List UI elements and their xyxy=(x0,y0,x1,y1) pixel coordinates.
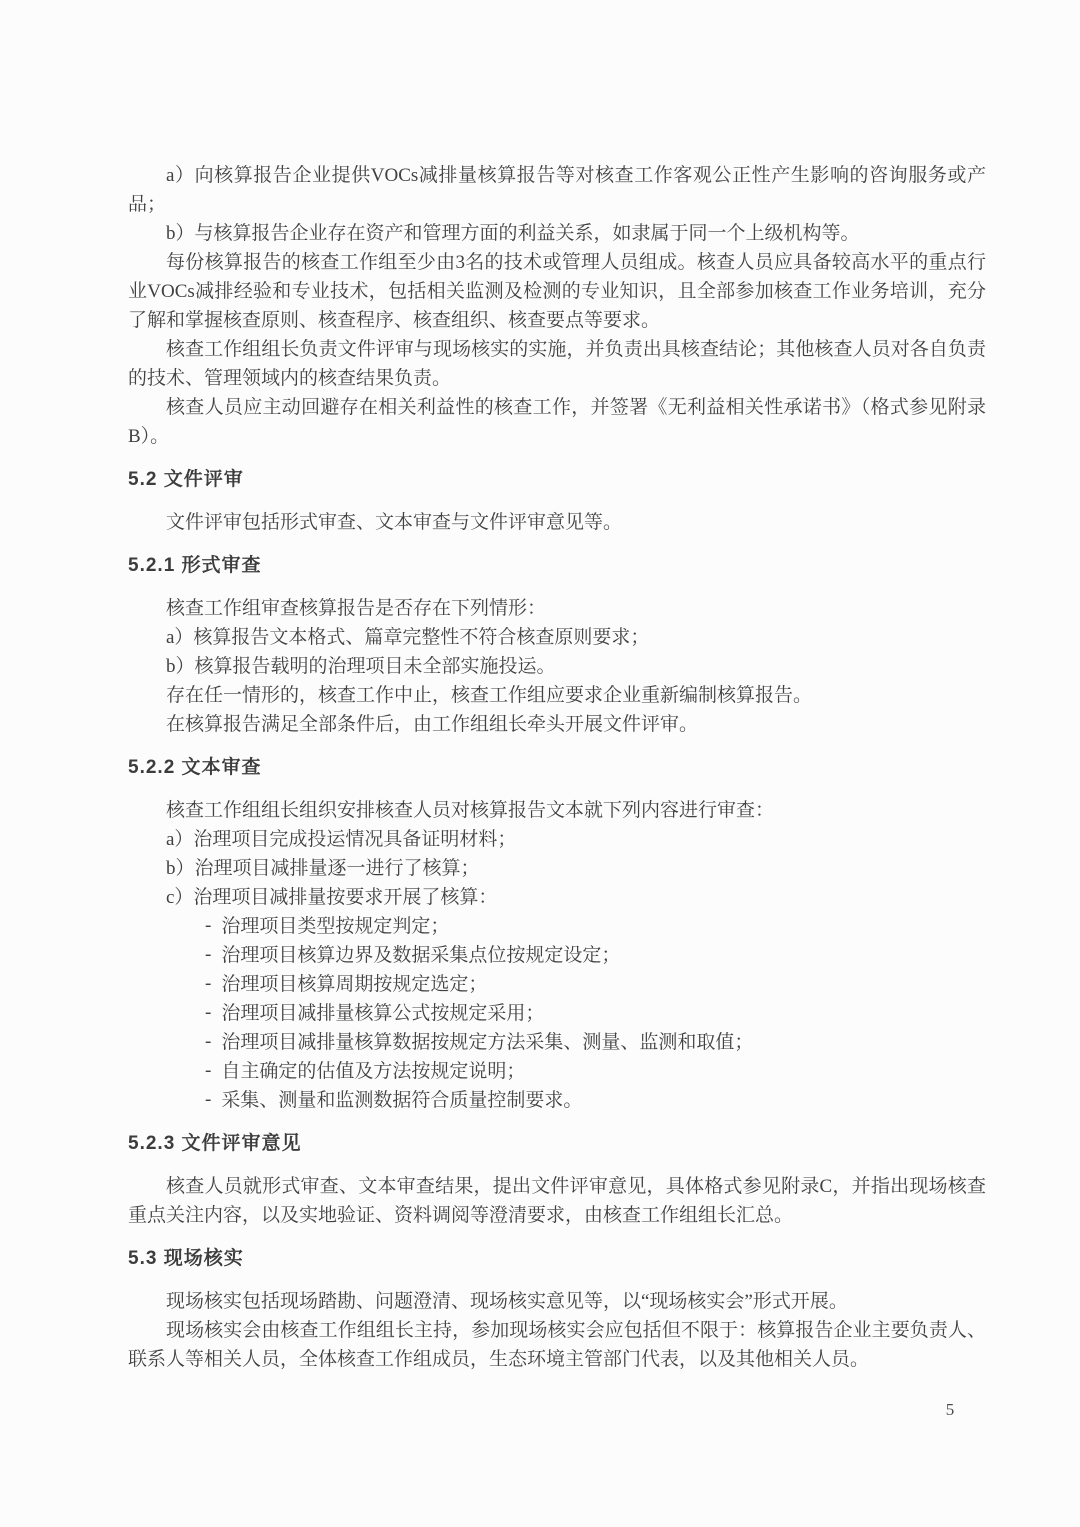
list-dash-marker: - xyxy=(205,915,212,936)
paragraph: 文件评审包括形式审查、文本审查与文件评审意见等。 xyxy=(166,512,623,533)
paragraph: 在核算报告满足全部条件后，由工作组组长牵头开展文件评审。 xyxy=(166,714,699,735)
paragraph: 每份核算报告的核查工作组至少由3名的技术或管理人员组成。核查人员应具备较高水平的重点行业VOCs减排经验和专业技术，包括相关监测及检测的专业知识，且全部参加核查工作业务培训，充分了解和掌握核查原则、核查程序、核查组织、核查要点等要求。 xyxy=(128,252,986,331)
list-item-text: 治理项目核算周期按规定选定； xyxy=(221,974,488,995)
paragraph: a）向核算报告企业提供VOCs减排量核算报告等对核查工作客观公正性产生影响的咨询服务或产品； xyxy=(128,165,986,215)
list-item xyxy=(128,1057,986,1086)
paragraph: b）治理项目减排量逐一进行了核算； xyxy=(166,858,480,879)
subsection-heading: 5.2.2 文本审查 xyxy=(128,757,262,778)
list-item xyxy=(128,1028,986,1057)
subsection-heading: 5.2.1 形式审查 xyxy=(128,555,262,576)
paragraph: 核查工作组组长负责文件评审与现场核实的实施，并负责出具核查结论；其他核查人员对各自负责的技术、管理领域内的核查结果负责。 xyxy=(128,339,986,389)
list-dash-marker: - xyxy=(205,944,212,965)
paragraph: c）治理项目减排量按要求开展了核算： xyxy=(166,887,498,908)
list-item-text: 采集、测量和监测数据符合质量控制要求。 xyxy=(221,1090,583,1111)
subsection-heading: 5.2.3 文件评审意见 xyxy=(128,1133,302,1154)
list-item xyxy=(128,999,986,1028)
paragraph: 核查工作组审查核算报告是否存在下列情形： xyxy=(166,598,547,619)
paragraph: 现场核实会由核查工作组组长主持，参加现场核实会应包括但不限于：核算报告企业主要负责人、联系人等相关人员，全体核查工作组成员，生态环境主管部门代表，以及其他相关人员。 xyxy=(128,1320,986,1370)
paragraph: a）核算报告文本格式、篇章完整性不符合核查原则要求； xyxy=(166,627,650,648)
paragraph: b）核算报告载明的治理项目未全部实施投运。 xyxy=(166,656,556,677)
list-dash-marker: - xyxy=(205,1031,212,1052)
list-item-text: 自主确定的估值及方法按规定说明； xyxy=(221,1061,526,1082)
list-item xyxy=(128,941,986,970)
list-item-text: 治理项目减排量核算公式按规定采用； xyxy=(221,1003,545,1024)
list-item-text: 治理项目核算边界及数据采集点位按规定设定； xyxy=(221,945,621,966)
list-item-text: 治理项目类型按规定判定； xyxy=(221,916,450,937)
paragraph: 核查工作组组长组织安排核查人员对核算报告文本就下列内容进行审查： xyxy=(166,800,775,821)
document-body xyxy=(128,161,986,1374)
list-item xyxy=(128,1086,986,1115)
paragraph: 存在任一情形的，核查工作中止，核查工作组应要求企业重新编制核算报告。 xyxy=(166,685,813,706)
list-dash-marker: - xyxy=(205,973,212,994)
paragraph: 现场核实包括现场踏勘、问题澄清、现场核实意见等，以“现场核实会”形式开展。 xyxy=(166,1291,848,1312)
section-heading: 5.3 现场核实 xyxy=(128,1248,244,1269)
list-item xyxy=(128,912,986,941)
paragraph: 核查人员就形式审查、文本审查结果，提出文件评审意见，具体格式参见附录C，并指出现场核查重点关注内容，以及实地验证、资料调阅等澄清要求，由核查工作组组长汇总。 xyxy=(128,1176,986,1226)
paragraph: a）治理项目完成投运情况具备证明材料； xyxy=(166,829,517,850)
section-heading: 5.2 文件评审 xyxy=(128,469,244,490)
list-item xyxy=(128,970,986,999)
paragraph: 核查人员应主动回避存在相关利益性的核查工作，并签署《无利益相关性承诺书》（格式参见附录B）。 xyxy=(128,397,986,447)
list-dash-marker: - xyxy=(205,1002,212,1023)
page-number: 5 xyxy=(945,1400,955,1419)
list-dash-marker: - xyxy=(205,1089,212,1110)
list-dash-marker: - xyxy=(205,1060,212,1081)
paragraph: b）与核算报告企业存在资产和管理方面的利益关系，如隶属于同一个上级机构等。 xyxy=(166,223,860,244)
list-item-text: 治理项目减排量核算数据按规定方法采集、测量、监测和取值； xyxy=(221,1032,754,1053)
